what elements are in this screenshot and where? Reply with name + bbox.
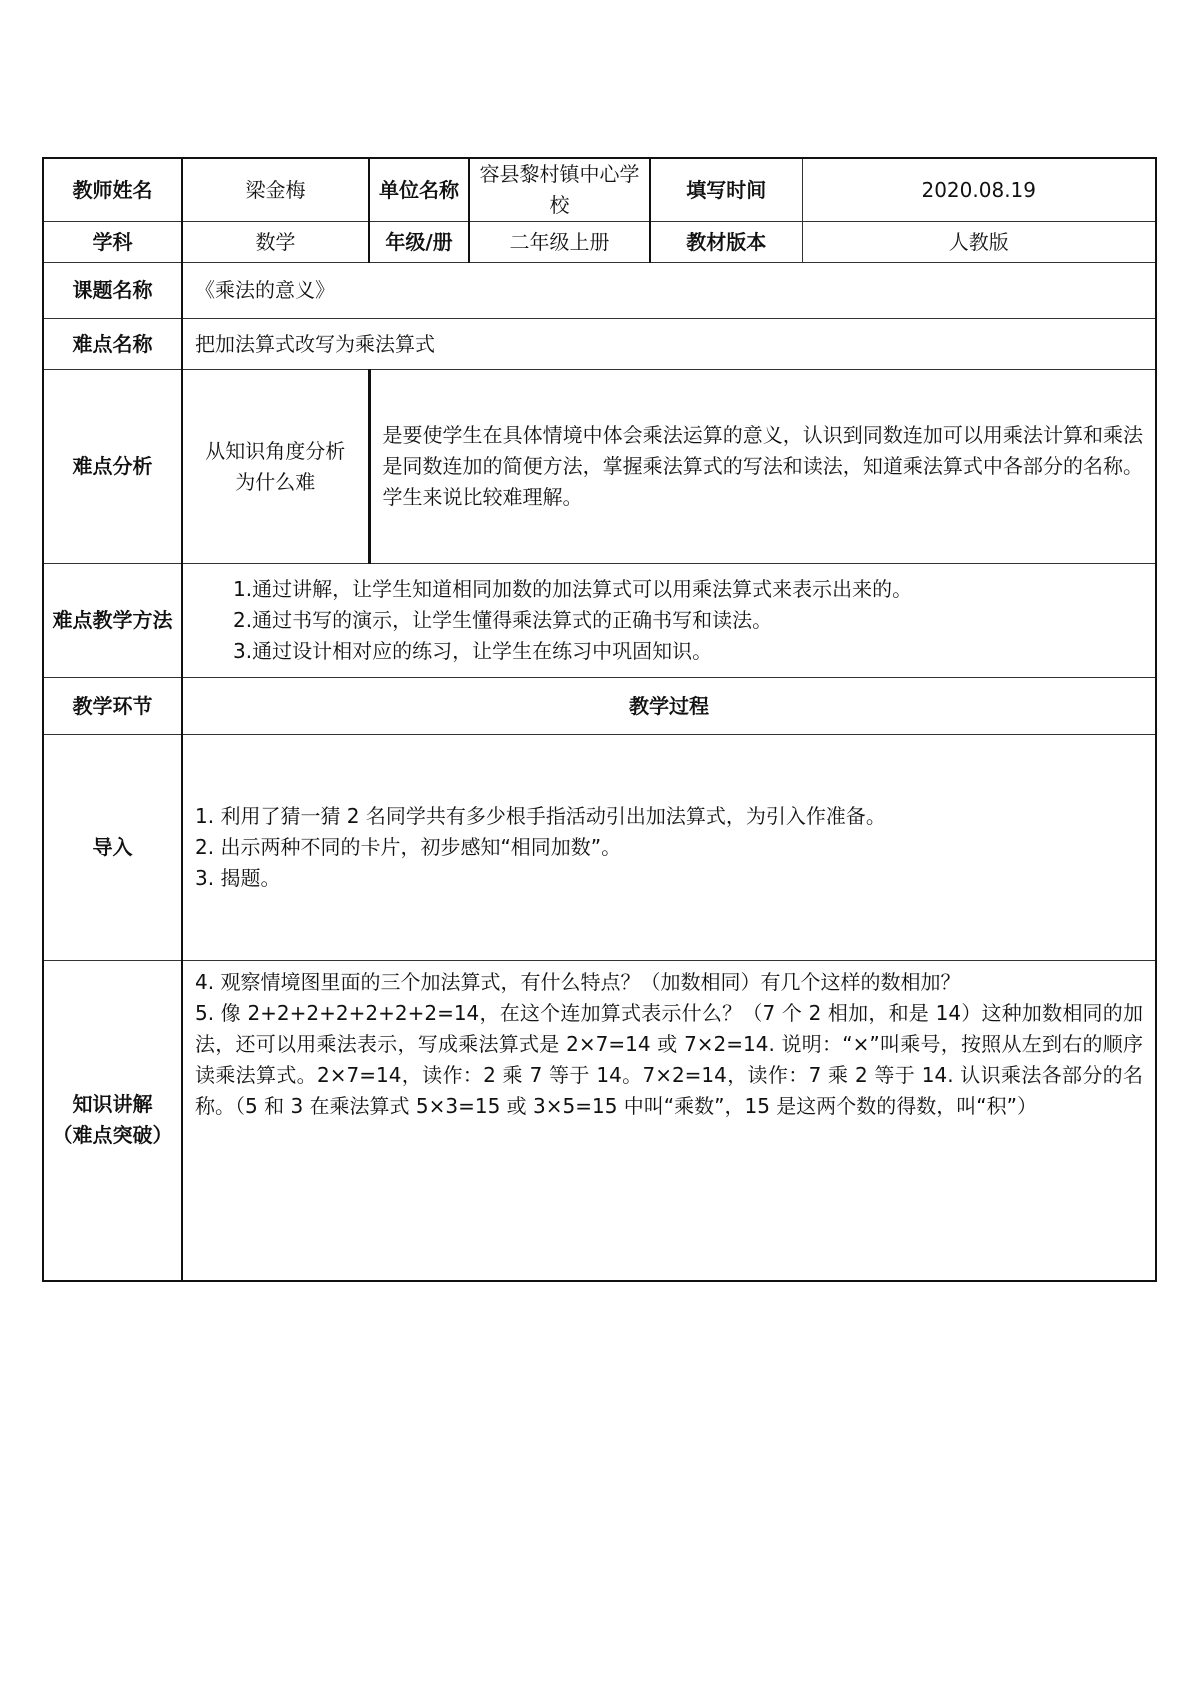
analysis-label: 难点分析 — [43, 370, 182, 564]
teacher-value: 梁金梅 — [182, 158, 369, 222]
method-list — [182, 564, 1156, 678]
subject-label: 学科 — [43, 222, 182, 263]
intro-item: 2. 出示两种不同的卡片，初步感知“相同加数”。 — [195, 835, 622, 859]
analysis-row — [43, 370, 1156, 564]
teacher-label: 教师姓名 — [43, 158, 182, 222]
method-item: 3.通过设计相对应的练习，让学生在练习中巩固知识。 — [233, 639, 713, 663]
method-label: 难点教学方法 — [43, 564, 182, 678]
topic-label: 课题名称 — [43, 263, 182, 319]
analysis-sub-label: 从知识角度分析为什么难 — [182, 370, 369, 564]
knowledge-label — [43, 961, 182, 1281]
lesson-plan-table — [42, 157, 1157, 1282]
analysis-value: 是要使学生在具体情境中体会乘法运算的意义，认识到同数连加可以用乘法计算和乘法是同数连加的简便方法，掌握乘法算式的写法和读法，知道乘法算式中各部分的名称。学生来说比较难理解。 — [369, 370, 1156, 564]
intro-item: 1. 利用了猜一猜 2 名同学共有多少根手指活动引出加法算式，为引入作准备。 — [195, 804, 886, 828]
edition-label: 教材版本 — [650, 222, 802, 263]
knowledge-label-line2: （难点突破） — [52, 1123, 173, 1148]
difficulty-row — [43, 319, 1156, 370]
intro-list — [182, 735, 1156, 961]
grade-label: 年级/册 — [369, 222, 469, 263]
subject-value: 数学 — [182, 222, 369, 263]
unit-value: 容县黎村镇中心学校 — [469, 158, 650, 222]
knowledge-row — [43, 961, 1156, 1281]
process-title: 教学过程 — [182, 678, 1156, 735]
knowledge-paragraph: 5. 像 2+2+2+2+2+2+2=14，在这个连加算式表示什么？（7 个 2 相加，和是 14）这种加数相同的加法，还可以用乘法表示，写成乘法算式是 2×7=14 或 7×2=14. 说明：“×”叫乘号，按照从左到右的顺序读乘法算式。2×7=14，读作：2 乘 7 等于 14。7×2=14，读作：7 乘 2 等于 14. 认识乘法各部分的名称。（5 和 3 在乘法算式 5×3=15 或 3×5=15 中叫“乘数”，15 是这两个数的得数，叫“积”） — [195, 1001, 1143, 1118]
date-label: 填写时间 — [650, 158, 802, 222]
header-row-1 — [43, 158, 1156, 222]
header-row-2 — [43, 222, 1156, 263]
difficulty-value: 把加法算式改写为乘法算式 — [182, 319, 1156, 370]
edition-value: 人教版 — [802, 222, 1156, 263]
intro-row — [43, 735, 1156, 961]
intro-item: 3. 揭题。 — [195, 866, 281, 890]
method-item: 1.通过讲解，让学生知道相同加数的加法算式可以用乘法算式来表示出来的。 — [233, 577, 913, 601]
unit-label: 单位名称 — [369, 158, 469, 222]
topic-value: 《乘法的意义》 — [182, 263, 1156, 319]
knowledge-paragraph: 4. 观察情境图里面的三个加法算式，有什么特点？（加数相同）有几个这样的数相加？ — [195, 970, 961, 994]
difficulty-label: 难点名称 — [43, 319, 182, 370]
method-item: 2.通过书写的演示，让学生懂得乘法算式的正确书写和读法。 — [233, 608, 773, 632]
process-header-row — [43, 678, 1156, 735]
knowledge-content — [182, 961, 1156, 1281]
process-stage-label: 教学环节 — [43, 678, 182, 735]
topic-row — [43, 263, 1156, 319]
intro-label: 导入 — [43, 735, 182, 961]
method-row — [43, 564, 1156, 678]
date-value: 2020.08.19 — [802, 158, 1156, 222]
knowledge-label-line1: 知识讲解 — [72, 1092, 153, 1117]
grade-value: 二年级上册 — [469, 222, 650, 263]
